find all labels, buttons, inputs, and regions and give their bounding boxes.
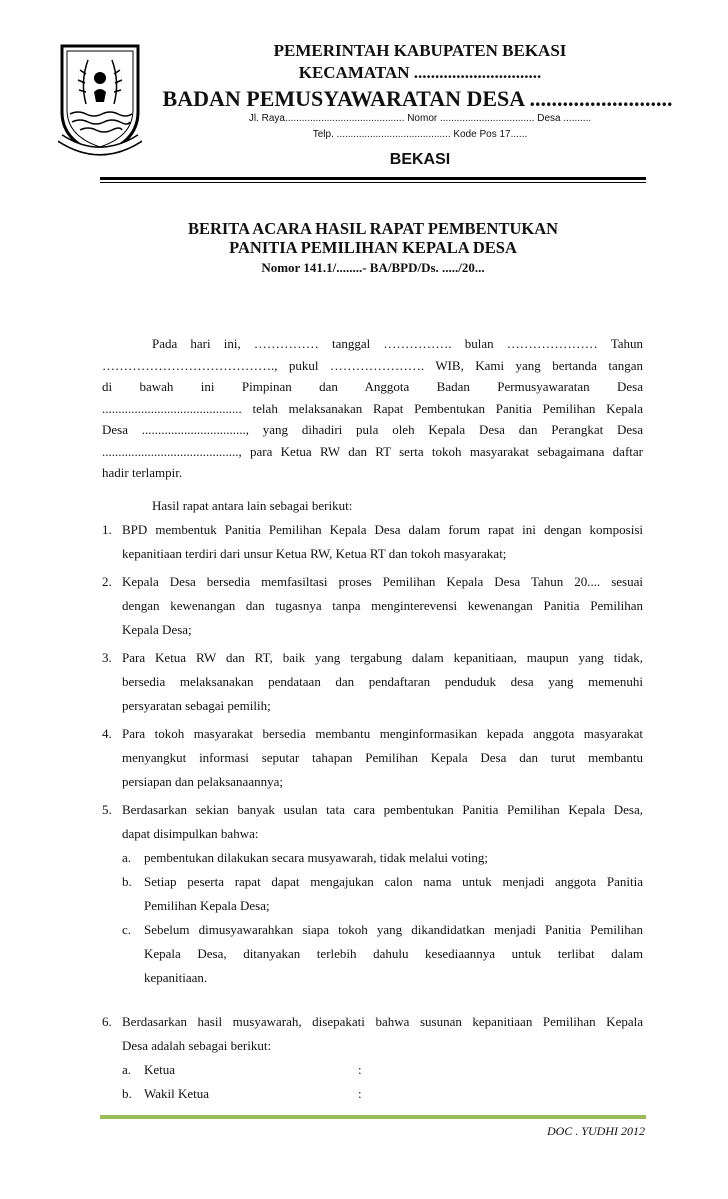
item-text: Kepala Desa bersedia memfasiltasi proses Pemilihan Kepala Desa Tahun 20.... sesuai — [122, 574, 643, 589]
item-text: Desa adalah sebagai berikut: — [122, 1038, 272, 1053]
letterhead-district: KECAMATAN .............................. — [298, 63, 542, 82]
committee-role-label: Ketua — [144, 1062, 176, 1077]
letterhead-phone: Telp. ......................................... Kode Pos 17...... — [312, 129, 528, 140]
sub-item-letter: b. — [122, 1086, 132, 1101]
results-list — [102, 518, 643, 990]
sub-item-text: Setiap peserta rapat dapat mengajukan calon nama untuk menjadi anggota Panitia — [144, 874, 643, 889]
item-number: 5. — [102, 802, 112, 817]
list-item — [102, 518, 643, 566]
opening-line: …………………………………., pukul …………………. WIB, Kami yang bertanda tangan — [102, 357, 643, 373]
opening-line: .........................................., para Ketua RW dan RT serta tokoh masyarakat sebagaimana daftar — [102, 443, 643, 459]
committee-row-vice-chair — [102, 1082, 643, 1106]
letterhead-government: PEMERINTAH KABUPATEN BEKASI — [273, 41, 567, 60]
item-text: persiapan dan pelaksanaannya; — [122, 774, 283, 789]
sub-list-item — [102, 918, 643, 990]
footer-divider — [100, 1115, 646, 1119]
list-item — [102, 570, 643, 642]
list-item — [102, 646, 643, 718]
opening-line: hadir terlampir. — [102, 465, 183, 480]
sub-list-item — [102, 846, 643, 870]
footer-credit: DOC . YUDHI 2012 — [546, 1124, 645, 1138]
committee-role-label: Wakil Ketua — [144, 1086, 210, 1101]
letterhead-city: BEKASI — [389, 151, 451, 168]
letterhead-divider-thick — [100, 177, 646, 180]
list-item — [102, 1010, 643, 1058]
committee-role-colon: : — [358, 1086, 362, 1101]
item-text: dapat disimpulkan bahwa: — [122, 826, 259, 841]
sub-item-text: Kepala Desa, ditanyakan terlebih dahulu kesediaannya untuk terlibat dalam — [144, 946, 643, 961]
document-subtitle: PANITIA PEMILIHAN KEPALA DESA — [229, 238, 517, 257]
sub-list-item — [102, 870, 643, 918]
sub-item-letter: a. — [122, 850, 132, 865]
committee-role-colon: : — [358, 1062, 362, 1077]
opening-line: Pada hari ini, …………… tanggal ……………. bulan ………………… Tahun — [152, 336, 643, 351]
item-text: persyaratan sebagai pemilih; — [122, 698, 271, 713]
document-title: BERITA ACARA HASIL RAPAT PEMBENTUKAN — [187, 219, 559, 238]
opening-line: Desa ................................, yang dihadiri pula oleh Kepala Desa dan Perangkat Desa — [102, 422, 643, 437]
sub-item-letter: a. — [122, 1062, 132, 1077]
letterhead-address: Jl. Raya........................................... Nomor .................................. Desa .......... — [248, 113, 592, 124]
item-number: 3. — [102, 650, 112, 665]
opening-paragraph — [102, 333, 643, 484]
committee-row-chair — [102, 1058, 643, 1082]
item-number: 6. — [102, 1014, 112, 1029]
sub-item-letter: b. — [122, 874, 132, 889]
item-text: menyangkut informasi seputar tahapan Pemilihan Kepala Desa dan turut membantu — [122, 750, 643, 765]
item-number: 2. — [102, 574, 112, 589]
item-number: 4. — [102, 726, 112, 741]
opening-line: di bawah ini Pimpinan dan Anggota Badan Permusyawaratan Desa — [102, 379, 643, 394]
item-text: dengan kewenangan dan tugasnya tanpa menginterevensi kewenangan Panitia Pemilihan — [122, 598, 643, 613]
item-text: kepanitiaan terdiri dari unsur Ketua RW, Ketua RT dan tokoh masyarakat; — [122, 546, 507, 561]
sub-item-letter: c. — [122, 922, 132, 937]
sub-item-text: kepanitiaan. — [144, 970, 208, 985]
results-intro: Hasil rapat antara lain sebagai berikut: — [152, 498, 353, 513]
item-text: Kepala Desa; — [122, 622, 192, 637]
item-number: 1. — [102, 522, 112, 537]
letterhead-divider-thin — [100, 182, 646, 183]
regency-emblem-logo — [58, 42, 142, 158]
committee-list — [102, 1010, 643, 1106]
list-item — [102, 798, 643, 846]
list-item — [102, 722, 643, 794]
item-text: BPD membentuk Panitia Pemilihan Kepala Desa dalam forum rapat ini dengan komposisi — [122, 522, 643, 537]
item-text: Para tokoh masyarakat bersedia membantu menginformasikan kepada anggota masyarakat — [122, 726, 643, 741]
letterhead-council: BADAN PEMUSYAWARATAN DESA .......................... — [162, 86, 673, 111]
item-text: Berdasarkan hasil musyawarah, disepakati bahwa susunan kepanitiaan Pemilihan Kepala — [122, 1014, 643, 1029]
item-text: bersedia melaksanakan pendataan dan pendaftaran penduduk desa yang memenuhi — [122, 674, 643, 689]
sub-item-text: pembentukan dilakukan secara musyawarah, tidak melalui voting; — [144, 850, 489, 865]
opening-line: ........................................... telah melaksanakan Rapat Pembentukan Panitia Pemilihan Kepala — [102, 400, 643, 416]
sub-item-text: Pemilihan Kepala Desa; — [144, 898, 270, 913]
sub-item-text: Sebelum dimusyawarahkan siapa tokoh yang dikandidatkan menjadi Panitia Pemilihan — [144, 922, 643, 937]
document-number: Nomor 141.1/........- BA/BPD/Ds. ...../20... — [261, 260, 485, 275]
item-text: Para Ketua RW dan RT, baik yang tergabung dalam kepanitiaan, maupun yang tidak, — [122, 650, 643, 665]
item-text: Berdasarkan sekian banyak usulan tata cara pembentukan Panitia Pemilihan Kepala Desa, — [122, 802, 643, 817]
